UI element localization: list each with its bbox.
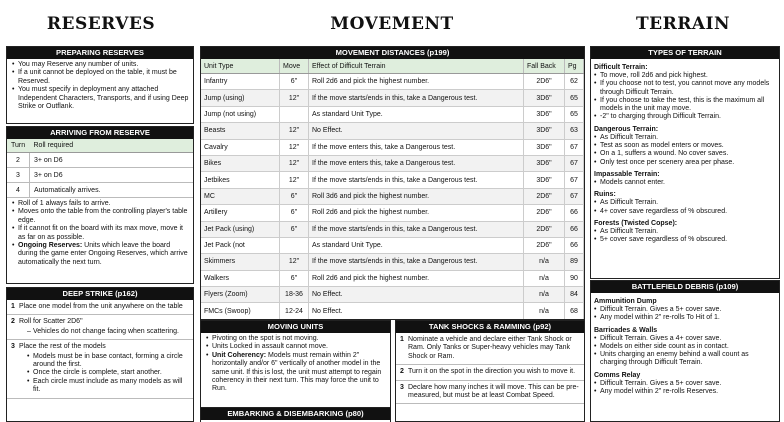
- mov-cell-difficult-terrain-effect: Roll 2d6 and pick the highest number.: [309, 205, 524, 221]
- mov-cell-fall-back: 3D6": [524, 123, 565, 139]
- step-number: 2: [11, 318, 15, 326]
- arriving-from-reserve-title: ARRIVING FROM RESERVE: [7, 127, 193, 139]
- debris-items: [594, 335, 776, 368]
- terrain-type-item: • 5+ cover save regardless of % obscured.: [594, 236, 776, 244]
- moving-units-item: [206, 343, 387, 351]
- mov-header-fall-back: Fall Back: [524, 59, 565, 74]
- movement-row: [201, 237, 584, 253]
- movement-row: [201, 303, 584, 319]
- moving-units-item: [206, 352, 387, 394]
- mov-cell-move: 18-36: [280, 287, 309, 303]
- movement-row: [201, 90, 584, 106]
- preparing-reserves-panel: [6, 46, 194, 124]
- mov-cell-difficult-terrain-effect: Roll 3d6 and pick the highest number.: [309, 188, 524, 204]
- movement-row: [201, 188, 584, 204]
- embarking-title: EMBARKING & DISEMBARKING (p80): [201, 408, 390, 420]
- types-of-terrain-panel: [590, 46, 780, 279]
- mov-cell-page: 67: [565, 139, 584, 155]
- step-sub-item: • Once the circle is complete, start another.: [27, 369, 190, 377]
- mov-cell-unit-type: Jump (not using): [201, 106, 280, 122]
- deep-strike-steps: [7, 300, 193, 399]
- arrival-row: [7, 168, 193, 183]
- terrain-type-item: • 4+ cover save regardless of % obscured.: [594, 208, 776, 216]
- arrival-note-text: Roll of 1 always fails to arrive.: [18, 200, 111, 207]
- tank-shock-steps: [396, 333, 584, 404]
- mov-cell-difficult-terrain-effect: If the move starts/ends in this, take a Dangerous test.: [309, 172, 524, 188]
- deep-strike-step: [7, 315, 193, 340]
- moving-units-title: MOVING UNITS: [201, 321, 390, 333]
- debris-list: [591, 293, 779, 396]
- mov-cell-difficult-terrain-effect: Roll 2d6 and pick the highest number.: [309, 74, 524, 90]
- mov-cell-page: 66: [565, 205, 584, 221]
- moving-units-item: [206, 335, 387, 343]
- arrival-roll: 3+ on D6: [30, 168, 194, 183]
- types-of-terrain-title: TYPES OF TERRAIN: [591, 47, 779, 59]
- tank-shock-step: [396, 381, 584, 405]
- mov-cell-fall-back: n/a: [524, 254, 565, 270]
- step-text: Declare how many inches it will move. This can be pre-measured, but must be at least Combat Speed.: [408, 383, 579, 400]
- mov-cell-fall-back: 3D6": [524, 106, 565, 122]
- mov-cell-unit-type: Jet Pack (not: [201, 237, 280, 253]
- arrival-turn: 4: [7, 183, 30, 198]
- mov-cell-unit-type: FMCs (Swoop): [201, 303, 280, 319]
- arrival-note: [12, 208, 190, 225]
- arrival-roll: Automatically arrives.: [30, 183, 194, 198]
- mov-cell-difficult-terrain-effect: If the move enters this, take a Dangerous test.: [309, 139, 524, 155]
- moving-units-list: [201, 333, 390, 394]
- movement-row: [201, 123, 584, 139]
- mov-cell-unit-type: Skimmers: [201, 254, 280, 270]
- step-text: Nominate a vehicle and declare either Tank Shock or Ram. Only Tanks or Super-heavy vehicles may Tank Shock or Ram.: [408, 336, 572, 360]
- debris-item: • Any model within 2" re-rolls To Hit of 1.: [594, 314, 776, 322]
- moving-units-text: Pivoting on the spot is not moving.: [212, 335, 319, 342]
- movement-row: [201, 155, 584, 171]
- mov-cell-unit-type: Flyers (Zoom): [201, 287, 280, 303]
- step-sub-list: [19, 353, 190, 395]
- movement-table: [201, 59, 584, 320]
- movement-distances-title: MOVEMENT DISTANCES (p199): [201, 47, 584, 59]
- terrain-type-items: [594, 228, 776, 245]
- debris-item: • Difficult Terrain. Gives a 5+ cover save.: [594, 380, 776, 388]
- terrain-type-name: Dangerous Terrain:: [594, 125, 659, 133]
- arriving-from-reserve-panel: [6, 126, 194, 284]
- mov-cell-page: 67: [565, 155, 584, 171]
- reserves-column-title: RESERVES: [46, 14, 156, 34]
- debris-item: • Units charging an enemy behind a wall count as charging through Difficult Terrain.: [594, 351, 776, 368]
- arrival-header-turn: Turn: [7, 139, 30, 153]
- arrival-row: [7, 183, 193, 198]
- mov-cell-fall-back: 2D6": [524, 237, 565, 253]
- arrival-header-roll: Roll required: [30, 139, 194, 153]
- mov-cell-unit-type: Jetbikes: [201, 172, 280, 188]
- preparing-reserves-item: • If a unit cannot be deployed on the table, it must be Reserved.: [12, 69, 190, 86]
- mov-cell-difficult-terrain-effect: If the move starts/ends in this, take a Dangerous test.: [309, 254, 524, 270]
- deep-strike-title: DEEP STRIKE (p162): [7, 288, 193, 300]
- preparing-reserves-item: • You must specify in deployment any attached Independent Characters, Transports, and if using Deep Strike or Outflank.: [12, 86, 190, 111]
- debris-item: • Models on either side count as in contact.: [594, 343, 776, 351]
- mov-cell-unit-type: Infantry: [201, 74, 280, 90]
- mov-cell-page: 63: [565, 123, 584, 139]
- movement-row: [201, 139, 584, 155]
- battlefield-debris-panel: [590, 280, 780, 422]
- mov-cell-difficult-terrain-effect: As standard Unit Type.: [309, 106, 524, 122]
- terrain-type-item: • As Difficult Terrain.: [594, 134, 776, 142]
- terrain-type-item: • As Difficult Terrain.: [594, 228, 776, 236]
- mov-cell-unit-type: Jump (using): [201, 90, 280, 106]
- terrain-type-item: • On a 1, suffers a wound. No cover saves.: [594, 150, 776, 158]
- debris-name: Barricades & Walls: [594, 326, 658, 334]
- mov-cell-move: 6": [280, 74, 309, 90]
- mov-header-unit-type: Unit Type: [201, 59, 280, 74]
- debris-items: [594, 380, 776, 397]
- mov-cell-unit-type: Beasts: [201, 123, 280, 139]
- step-text: Place the rest of the models: [19, 343, 106, 351]
- step-sub-item: • Each circle must include as many models as will fit.: [27, 378, 190, 395]
- terrain-type-item: • Test as soon as model enters or moves.: [594, 142, 776, 150]
- mov-cell-move: 12": [280, 139, 309, 155]
- preparing-reserves-title: PREPARING RESERVES: [7, 47, 193, 59]
- mov-cell-move: 12": [280, 172, 309, 188]
- mov-cell-page: 84: [565, 287, 584, 303]
- tank-shocks-title: TANK SHOCKS & RAMMING (p92): [396, 321, 584, 333]
- mov-cell-unit-type: Jet Pack (using): [201, 221, 280, 237]
- mov-cell-move: 12": [280, 155, 309, 171]
- debris-item: • Difficult Terrain. Gives a 4+ cover save.: [594, 335, 776, 343]
- mov-cell-fall-back: 2D6": [524, 74, 565, 90]
- deep-strike-step: [7, 340, 193, 398]
- terrain-type-name: Impassable Terrain:: [594, 170, 660, 178]
- mov-cell-page: 68: [565, 303, 584, 319]
- arrival-notes: [7, 198, 193, 267]
- mov-cell-move: 6": [280, 221, 309, 237]
- mov-cell-move: 12": [280, 90, 309, 106]
- movement-row: [201, 205, 584, 221]
- arrival-note-text: If it cannot fit on the board with its max move, move it as far on as possible.: [18, 225, 183, 241]
- terrain-type-name: Difficult Terrain:: [594, 64, 648, 71]
- mov-cell-difficult-terrain-effect: As standard Unit Type.: [309, 237, 524, 253]
- mov-cell-fall-back: 2D6": [524, 205, 565, 221]
- mov-cell-difficult-terrain-effect: If the move enters this, take a Dangerous test.: [309, 155, 524, 171]
- debris-name: Comms Relay: [594, 371, 641, 379]
- mov-cell-difficult-terrain-effect: Roll 2d6 and pick the highest number.: [309, 270, 524, 286]
- step-text-wrap: [19, 303, 190, 311]
- mov-cell-unit-type: Walkers: [201, 270, 280, 286]
- step-sub-item: • Models must be in base contact, forming a circle around the first.: [27, 353, 190, 370]
- tank-shocks-panel: [395, 320, 585, 422]
- terrain-column-title: TERRAIN: [635, 14, 731, 34]
- step-text: Turn it on the spot in the direction you wish to move it.: [408, 368, 576, 376]
- mov-cell-page: 89: [565, 254, 584, 270]
- terrain-type-item: • If you choose not to test, you cannot move any models through Difficult Terrain.: [594, 80, 776, 97]
- terrain-type-item: • If you choose to take the test, this is the maximum all models in the unit may move.: [594, 97, 776, 114]
- step-text: Place one model from the unit anywhere on the table: [19, 303, 183, 310]
- mov-cell-fall-back: n/a: [524, 303, 565, 319]
- step-sub-list: [19, 328, 190, 336]
- mov-cell-move: 6": [280, 188, 309, 204]
- step-number: 2: [400, 368, 404, 376]
- step-number: 1: [400, 336, 404, 343]
- step-text: Roll for Scatter 2D6": [19, 318, 83, 326]
- tank-shock-step: [396, 333, 584, 365]
- mov-cell-fall-back: n/a: [524, 287, 565, 303]
- debris-items: [594, 306, 776, 323]
- arrival-note-lead: Ongoing Reserves:: [18, 242, 83, 250]
- mov-header-page: Pg: [565, 59, 584, 74]
- arrival-note: [12, 200, 190, 208]
- step-text-wrap: [19, 318, 190, 336]
- movement-row: [201, 106, 584, 122]
- mov-cell-difficult-terrain-effect: No Effect.: [309, 303, 524, 319]
- movement-row: [201, 172, 584, 188]
- movement-row: [201, 254, 584, 270]
- step-text-wrap: [19, 343, 190, 394]
- terrain-type-item: • Models cannot enter.: [594, 179, 776, 187]
- movement-row: [201, 287, 584, 303]
- mov-cell-move: 6": [280, 205, 309, 221]
- battlefield-debris-title: BATTLEFIELD DEBRIS (p109): [591, 281, 779, 293]
- tank-shock-step: [396, 365, 584, 380]
- movement-row: [201, 270, 584, 286]
- mov-cell-move: [280, 106, 309, 122]
- preparing-reserves-list: [7, 59, 193, 111]
- terrain-type-items: [594, 72, 776, 122]
- terrain-type-items: [594, 179, 776, 187]
- movement-row: [201, 221, 584, 237]
- step-number: 1: [11, 303, 15, 310]
- mov-cell-fall-back: 3D6": [524, 155, 565, 171]
- moving-units-text: Models must remain within 2" horizontally and/or 6" vertically of another model in the same unit. If this is lost, the unit must attempt to regain coherency in their next turn. This may force the unit to Run.: [212, 351, 382, 393]
- debris-name: Ammunition Dump: [594, 298, 657, 305]
- movement-row: [201, 74, 584, 90]
- mov-cell-fall-back: 3D6": [524, 172, 565, 188]
- mov-cell-fall-back: 2D6": [524, 188, 565, 204]
- preparing-reserves-item: • You may Reserve any number of units.: [12, 61, 190, 69]
- mov-cell-move: 12": [280, 254, 309, 270]
- step-number: 3: [400, 383, 404, 391]
- mov-cell-page: 66: [565, 221, 584, 237]
- mov-cell-page: 65: [565, 90, 584, 106]
- step-sub-item: – Vehicles do not change facing when scattering.: [27, 328, 190, 336]
- deep-strike-panel: [6, 287, 194, 422]
- terrain-type-items: [594, 199, 776, 216]
- arrival-table: [7, 139, 193, 198]
- terrain-type-item: • As Difficult Terrain.: [594, 199, 776, 207]
- mov-cell-page: 90: [565, 270, 584, 286]
- mov-cell-page: 67: [565, 172, 584, 188]
- mov-cell-difficult-terrain-effect: No Effect.: [309, 123, 524, 139]
- mov-cell-page: 65: [565, 106, 584, 122]
- moving-units-text: Units Locked in assault cannot move.: [212, 343, 328, 351]
- mov-cell-move: 12-24: [280, 303, 309, 319]
- mov-cell-difficult-terrain-effect: If the move starts/ends in this, take a Dangerous test.: [309, 90, 524, 106]
- mov-cell-fall-back: 3D6": [524, 90, 565, 106]
- arrival-turn: 2: [7, 153, 30, 168]
- mov-cell-difficult-terrain-effect: If the move starts/ends in this, take a Dangerous test.: [309, 221, 524, 237]
- arrival-note-text: Units which leave the board during the game enter Ongoing Reserves, which arrive automatically the next turn.: [18, 242, 188, 266]
- mov-cell-fall-back: 3D6": [524, 139, 565, 155]
- mov-cell-difficult-terrain-effect: No Effect.: [309, 287, 524, 303]
- debris-item: • Difficult Terrain. Gives a 5+ cover save.: [594, 306, 776, 314]
- terrain-type-name: Forests (Twisted Copse):: [594, 219, 678, 227]
- mov-cell-unit-type: Cavalry: [201, 139, 280, 155]
- mov-header-move: Move: [280, 59, 309, 74]
- terrain-type-items: [594, 134, 776, 167]
- movement-distances-panel: [200, 46, 585, 320]
- deep-strike-step: [7, 300, 193, 315]
- arrival-row: [7, 153, 193, 168]
- arrival-turn: 3: [7, 168, 30, 183]
- embarking-panel: [200, 407, 391, 422]
- mov-cell-fall-back: 2D6": [524, 221, 565, 237]
- terrain-type-item: • Only test once per scenery area per phase.: [594, 159, 776, 167]
- mov-cell-move: [280, 237, 309, 253]
- mov-cell-unit-type: Artillery: [201, 205, 280, 221]
- arrival-roll: 3+ on D6: [30, 153, 194, 168]
- debris-item: • Any model within 2" re-rolls Reserves.: [594, 388, 776, 396]
- arrival-note: [12, 242, 190, 267]
- arrival-note-text: Moves onto the table from the controlling player's table edge.: [18, 208, 188, 224]
- mov-cell-page: 66: [565, 237, 584, 253]
- moving-units-lead: Unit Coherency:: [212, 351, 267, 359]
- mov-header-difficult: Effect of Difficult Terrain: [309, 59, 524, 74]
- mov-cell-page: 62: [565, 74, 584, 90]
- mov-cell-move: 6": [280, 270, 309, 286]
- mov-cell-fall-back: n/a: [524, 270, 565, 286]
- mov-cell-unit-type: MC: [201, 188, 280, 204]
- arrival-note: [12, 225, 190, 242]
- mov-cell-page: 67: [565, 188, 584, 204]
- mov-cell-unit-type: Bikes: [201, 155, 280, 171]
- terrain-type-item: • To move, roll 2d6 and pick highest.: [594, 72, 776, 80]
- terrain-type-name: Ruins:: [594, 191, 616, 199]
- terrain-types-list: [591, 59, 779, 244]
- terrain-type-item: • -2" to charging through Difficult Terrain.: [594, 113, 776, 121]
- movement-column-title: MOVEMENT: [330, 14, 454, 34]
- step-number: 3: [11, 343, 15, 351]
- mov-cell-move: 12": [280, 123, 309, 139]
